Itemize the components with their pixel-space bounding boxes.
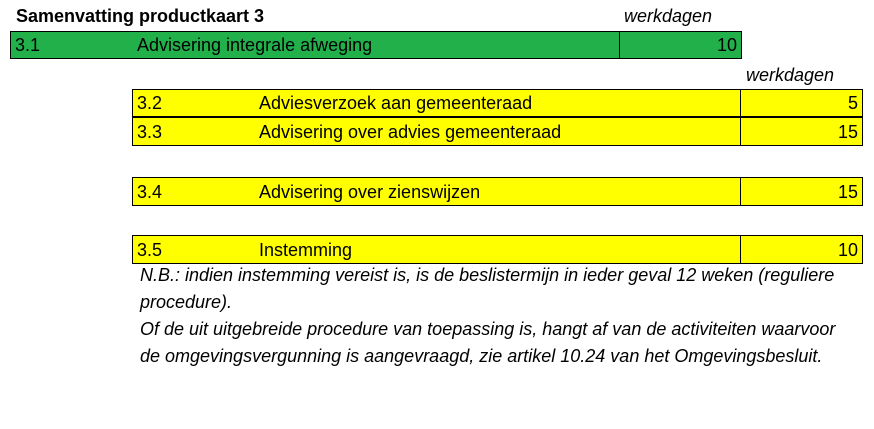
sub-row-3-3 xyxy=(132,117,863,146)
row-days: 10 xyxy=(740,236,862,263)
main-row-3-1 xyxy=(10,31,742,59)
row-label: Advisering integrale afweging xyxy=(137,35,373,55)
row-days: 10 xyxy=(619,32,741,58)
footnote-line-1: N.B.: indien instemming vereist is, is de beslistermijn in ieder geval 12 weken (reguliere procedure). xyxy=(140,265,835,312)
row-label: Advisering over zienswijzen xyxy=(259,181,481,202)
sub-row-3-2 xyxy=(132,89,863,117)
row-number: 3.3 xyxy=(137,121,163,142)
footnote xyxy=(140,262,860,370)
row-days: 5 xyxy=(740,90,862,116)
row-number: 3.1 xyxy=(15,35,41,55)
row-days: 15 xyxy=(740,118,862,145)
sub-workdays-header: werkdagen xyxy=(746,65,835,85)
row-label: Instemming xyxy=(259,239,353,260)
summary-title: Samenvatting productkaart 3 xyxy=(16,6,265,26)
row-label: Advisering over advies gemeenteraad xyxy=(259,121,562,142)
sub-row-3-5 xyxy=(132,235,863,264)
footnote-line-2: Of de uit uitgebreide procedure van toepassing is, hangt af van de activiteiten waarvoor de omgevingsvergunning is aangevraagd, zie artikel 10.24 van het Omgevingsbesluit. xyxy=(140,319,836,366)
row-number: 3.2 xyxy=(137,93,163,113)
main-workdays-header: werkdagen xyxy=(624,6,713,26)
row-number: 3.5 xyxy=(137,239,163,260)
row-days: 15 xyxy=(740,178,862,205)
sub-row-3-4 xyxy=(132,177,863,206)
row-label: Adviesverzoek aan gemeenteraad xyxy=(259,93,533,113)
row-number: 3.4 xyxy=(137,181,163,202)
